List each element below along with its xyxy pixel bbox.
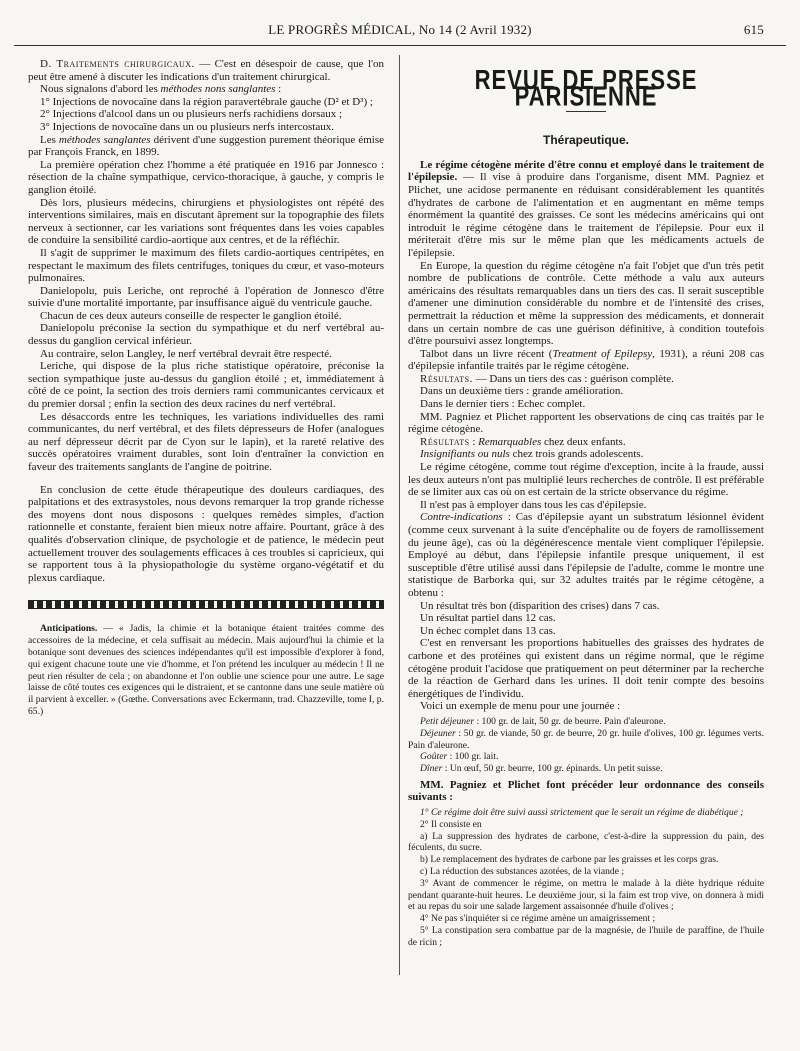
list-item: 3° Avant de commencer le régime, on mettra le malade à la diète hydrique réduite pendant quarante-huit heures. Le deuxième jour, si la faim est trop vive, on donnera à midi et au repas du soir une salade largement assaisonnée d'huile d'olives ;: [408, 877, 764, 913]
paragraph: En conclusion de cette étude thérapeutique des douleurs cardiaques, des palpitations et des extrasystoles, nous devons remarquer la trop grande richesse des moyens dont nous disposons : quelques remèdes simples, d'action rationnelle et constante, feraient bien mieux notre affaire. Pourtant, grâce à des qualités d'observation clinique, de psychologie et de patience, le médecin peut actuellement trouver des soulagements efficaces à ces troubles si capricieux, qui se rapportent tous à la physiopathologie du système organo-végétatif et du plexus cardiaque.: [28, 483, 384, 584]
paragraph: La première opération chez l'homme a été pratiquée en 1916 par Jonnesco : résection de la chaîne sympathique, cervico-thoracique, à gauche, y compris le ganglion étoilé.: [28, 158, 384, 196]
right-column: [408, 58, 764, 949]
left-column: [28, 58, 384, 718]
paragraph: MM. Pagniez et Plichet font précéder leur ordonnance des conseils suivants :: [408, 778, 764, 804]
paragraph: Les désaccords entre les techniques, les variations individuelles des rami communicantes, du nerf vertébral, et des filets dépresseurs de Hofer (analogues au nerf dépresseur décrit par de Cyon sur le lapin), et la rareté relative des succès opératoires vraiment durables, sont loin d'entraîner la conviction en faveur des traitements sanglants de l'angine de poitrine.: [28, 410, 384, 473]
column-divider: [399, 55, 400, 975]
subsection-heading: Thérapeutique.: [542, 133, 629, 148]
list-item: a) La suppression des hydrates de carbone, c'est-à-dire la suppression du pain, des féculents, du sucre.: [408, 830, 764, 854]
list-item: 3° Injections de novocaïne dans un ou plusieurs nerfs intercostaux.: [40, 120, 334, 133]
paragraph: Les méthodes sanglantes dérivent d'une suggestion purement théorique émise par François Franck, en 1899.: [28, 133, 384, 159]
paragraph: Talbot dans un livre récent (Treatment of Epilepsy, 1931), a réuni 208 cas d'épilepsie infantile traités par le régime cétogène.: [408, 347, 764, 373]
paragraph: Chacun de ces deux auteurs conseille de respecter le ganglion étoilé.: [40, 309, 342, 322]
paragraph: En Europe, la question du régime cétogène n'a fait l'objet que d'un très petit nombre de publications de contrôle. Cette méthode a valu aux auteurs américains des résultats remarquables dans un tiers des cas. Il serait susceptible d'amener une diminution considérable du nombre et de l'intensité des crises, permettrait la réduction et même la suppression des médicaments, et donnerait dans un certain nombre de cas une guérison définitive, à condition toutefois d'être poursuivi assez longtemps.: [408, 259, 764, 348]
paragraph: Dès lors, plusieurs médecins, chirurgiens et physiologistes ont répété des interventions similaires, mais en discutant âprement sur la topographie des filets nerveux à sectionner, car les variations sont fréquentes dans les voies capables de conduire la sensibilité cardio-aortique aux centres, et de la réfléchir.: [28, 196, 384, 247]
page-number: 615: [743, 22, 764, 37]
paragraph: Danielopolu préconise la section du sympathique et du nerf vertébral au-dessus du ganglion cervical inférieur.: [28, 322, 384, 348]
paragraph: Un résultat très bon (disparition des crises) dans 7 cas.: [420, 599, 660, 612]
paragraph: Le régime cétogène mérite d'être connu et employé dans le traitement de l'épilepsie. — Il vise à produire dans l'organisme, disent MM. Pagniez et Plichet, une acidose permanente en réduisant considérablement les quantités d'hydrates de carbone de l'alimentation et en augmentant en même temps énormément la quantité des graisses. Ce sont les médecins américains qui ont introduit le régime cétogène dans le traitement de l'épilepsie. Pour eux il mériterait d'être mis sur le même plan que les médicaments actuels de l'épilepsie.: [408, 158, 764, 259]
paragraph: Un échec complet dans 13 cas.: [420, 624, 556, 637]
paragraph: MM. Pagniez et Plichet rapportent les observations de cinq cas traités par le régime cétogène.: [408, 410, 764, 436]
paragraph: Insignifiants ou nuls chez trois grands adolescents.: [420, 448, 644, 461]
menu-item: Dîner : Un œuf, 50 gr. beurre, 100 gr. épinards. Un petit suisse.: [420, 763, 663, 775]
list-item: 1° Injections de novocaïne dans la région paravertébrale gauche (D² et D³) ;: [40, 95, 373, 108]
header-rule: [14, 45, 786, 46]
paragraph: Résultats. — Dans un tiers des cas : guérison complète.: [420, 372, 674, 385]
paragraph: Le régime cétogène, comme tout régime d'exception, incite à la fraude, aussi les deux auteurs n'ont pas multiplié leurs recherches de contrôle. Il est préférable de se limiter aux cas où on est certain de la stricte observance du régime.: [408, 461, 764, 499]
section-title: REVUE DE PRESSE PARISIENNE: [474, 64, 698, 112]
menu-item: Goûter : 100 gr. lait.: [420, 751, 499, 763]
paragraph: Danielopolu, puis Leriche, ont reproché à l'opération de Jonnesco d'être suivie d'une mortalité importante, par insuffisance aiguë du ventricule gauche.: [28, 284, 384, 310]
list-item: 5° La constipation sera combattue par de la magnésie, de l'huile de paraffine, de l'huile de ricin ;: [408, 925, 764, 948]
list-item: b) Le remplacement des hydrates de carbone par les graisses et les corps gras.: [420, 854, 719, 866]
decorative-divider: [28, 600, 384, 609]
title-rule: [566, 111, 606, 112]
paragraph: C'est en renversant les proportions habituelles des graisses des hydrates de carbone et des protéines qui existent dans un régime normal, que le régime cétogène produit l'acidose que pratiquement on peut déterminer par la recherche de la réaction de Gerhard dans les urines. Il doit tenir compte des besoins énergétiques de l'individu.: [408, 637, 764, 700]
paragraph: Dans un deuxième tiers : grande amélioration.: [420, 385, 624, 398]
paragraph: Nous signalons d'abord les méthodes nons sanglantes :: [40, 83, 282, 96]
list-item: 4° Ne pas s'inquiéter si ce régime amène un amaigrissement ;: [420, 913, 656, 925]
paragraph: Contre-indications : Cas d'épilepsie ayant un substratum lésionnel évident (comme ceux survenant à la suite d'encéphalite ou de foyers de ramollissement du jeune âge), cas où la dégénérescence mentale vient compliquer l'épilepsie. Employé au début, dans l'épilepsie infantile presque uniquement, il est susceptible d'être utilisé aussi dans l'épilepsie de l'adulte, comme le montre une statistique de Barborka qui, sur 32 adultes traités par le régime cétogène, a obtenu :: [408, 511, 764, 599]
paragraph: Il n'est pas à employer dans tous les cas d'épilepsie.: [420, 498, 647, 511]
paragraph: Il s'agit de supprimer le maximum des filets cardio-aortiques centripètes, en respectant le maximum des filets centrifuges, toniques du cœur, et vaso-moteurs pulmonaires.: [28, 246, 384, 285]
list-item: 2° Injections d'alcool dans un ou plusieurs nerfs rachidiens dorsaux ;: [40, 108, 343, 121]
list-item: 2° Il consiste en: [420, 818, 482, 830]
running-head: [14, 22, 786, 44]
list-item: 1° Ce régime doit être suivi aussi strictement que le serait un régime de diabétique ;: [420, 807, 744, 819]
menu-block: [408, 716, 764, 775]
menu-item: Déjeuner : 50 gr. de viande, 50 gr. de beurre, 20 gr. huile d'olives, 100 gr. légumes verts. Pain d'aleurone.: [408, 727, 764, 751]
list-item: c) La réduction des substances azotées, de la viande ;: [420, 866, 625, 878]
paragraph: Dans le dernier tiers : Echec complet.: [420, 398, 586, 411]
paragraph: Un résultat partiel dans 12 cas.: [420, 612, 556, 625]
anticipations-paragraph: Anticipations. — « Jadis, la chimie et la botanique étaient traitées comme des accessoires de la médecine, et cela suffisait au médecin. Mais aujourd'hui la chimie et la botanique sont devenues des sciences indépendantes qu'il est impossible d'explorer à fond, qui exigent chacune toute une vie d'homme, et l'on prétend les inculquer au médecin ! Il ne peut rien résulter de cela ; on abandonne et l'on oublie une science pour une autre. Le sage laisse de côté toutes ces exigences qui le distraient, et se cantonne dans une seule matière où il parvient à exceller. » (Gœthe. Conversations avec Eckermann, trad. Chazzeville, tome I, p. 65.): [28, 623, 384, 717]
paragraph: Voici un exemple de menu pour une journée :: [420, 700, 621, 713]
paragraph: Résultats : Remarquables chez deux enfants.: [420, 435, 626, 448]
advice-list: [408, 807, 764, 949]
journal-title: LE PROGRÈS MÉDICAL, No 14 (2 Avril 1932): [268, 22, 532, 37]
paragraph: Leriche, qui dispose de la plus riche statistique opératoire, préconise la section sympathique juste au-dessus du ganglion étoilé ; et, immédiatement à côté de ce point, la section des trois derniers rami communicantes cervicaux et du premier dorsal ; enfin la section des deux racines du nerf vertébral.: [28, 360, 384, 411]
paragraph: Au contraire, selon Langley, le nerf vertébral devrait être respecté.: [40, 347, 332, 360]
paragraph: D. Traitements chirurgicaux. — C'est en désespoir de cause, que l'on peut être amené à discuter les indications d'un traitement chirurgical.: [28, 58, 384, 83]
menu-item: Petit déjeuner : 100 gr. de lait, 50 gr. de beurre. Pain d'aleurone.: [420, 715, 666, 727]
